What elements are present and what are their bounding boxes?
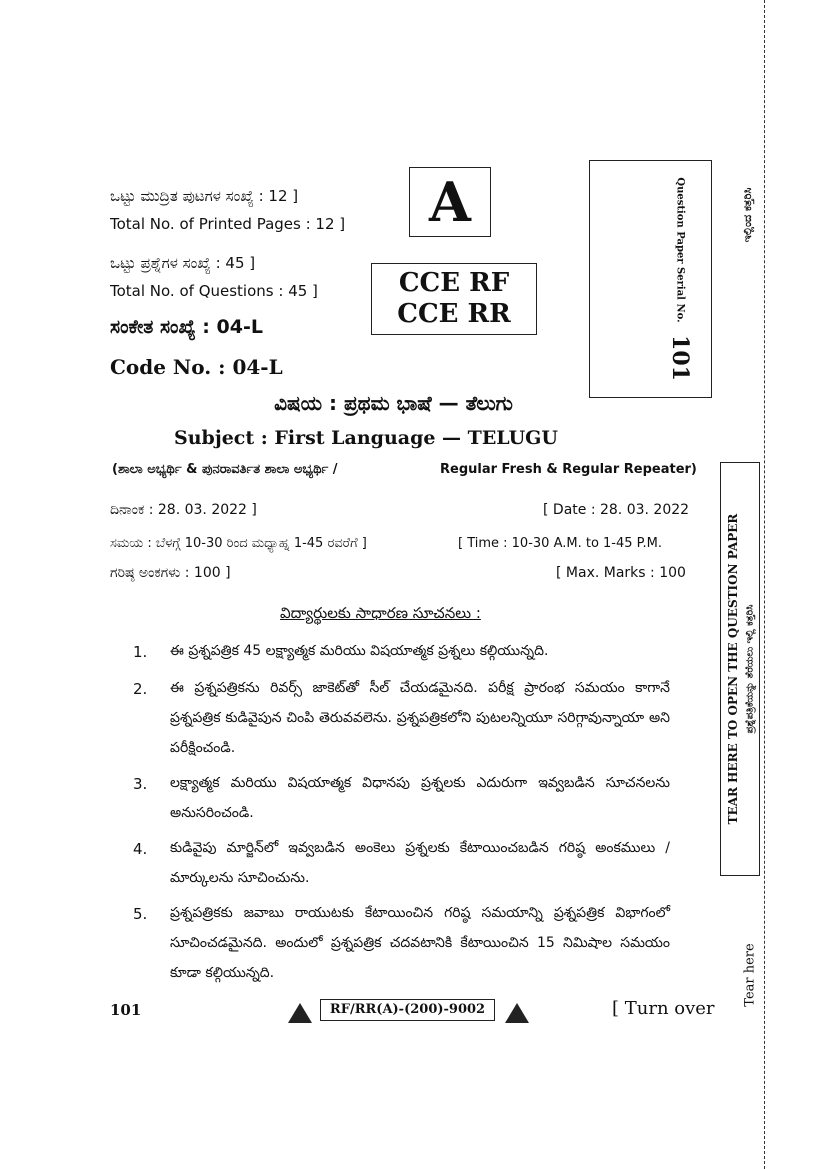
instruction-number: 3.: [133, 775, 148, 793]
tear-here-label: Tear here: [742, 943, 758, 1007]
tear-instruction-english: TEAR HERE TO OPEN THE QUESTION PAPER: [726, 513, 740, 825]
tear-dashed-line: [764, 0, 765, 1169]
instructions-heading: విద్యార్థులకు సాధారణ సూచనలు :: [280, 604, 481, 622]
printed-pages-kannada: ಒಟ್ಟು ಮುದ್ರಿತ ಪುಟಗಳ ಸಂಖ್ಯೆ : 12 ]: [110, 187, 299, 205]
subject-english: Subject : First Language — TELUGU: [174, 427, 558, 449]
candidate-type-kannada: (ಶಾಲಾ ಅಭ್ಯರ್ಥಿ & ಪುನರಾವರ್ತಿತ ಶಾಲಾ ಅಭ್ಯರ್ಥಿ /: [112, 462, 338, 477]
time-kannada: ಸಮಯ : ಬೆಳಗ್ಗೆ 10-30 ರಿಂದ ಮಧ್ಯಾಹ್ನ 1-45 ರವರೆಗೆ ]: [110, 536, 367, 551]
cce-line-1: CCE RF: [398, 268, 510, 298]
code-number-english: Code No. : 04-L: [110, 355, 283, 379]
max-marks-english: [ Max. Marks : 100: [556, 565, 686, 581]
candidate-type-english: Regular Fresh & Regular Repeater): [440, 462, 697, 477]
triangle-right-icon: [505, 1003, 529, 1023]
paper-code: RF/RR(A)-(200)-9002: [329, 1002, 486, 1017]
paper-code-box: [320, 999, 495, 1021]
date-kannada: ದಿನಾಂಕ : 28. 03. 2022 ]: [110, 502, 257, 518]
serial-number: 101: [667, 335, 693, 381]
instruction-number: 1.: [133, 643, 148, 661]
instruction-text: ఈ ప్రశ్నపత్రికను రివర్స్ జాకెట్‌తో సీల్ చేయడమైనది. పరీక్ష ప్రారంభ సమయం కాగానే ప్రశ్నపత్రిక కుడివైపున చింపి తెరువవలెను. ప్రశ్నపత్రికలోని పుటలన్నియూ సరిగ్గావున్నాయా అని పరీక్షించండి.: [170, 680, 670, 756]
instruction-text: కుడివైపు మార్జిన్‌లో ఇవ్వబడిన అంకెలు ప్రశ్నలకు కేటాయించబడిన గరిష్ఠ అంకములు / మార్కులను సూచించును.: [170, 840, 670, 886]
turn-over-label: [ Turn over: [612, 998, 715, 1019]
cce-line-2: CCE RR: [397, 299, 511, 329]
instruction-number: 5.: [133, 905, 148, 923]
code-number-kannada: ಸಂಕೇತ ಸಂಖ್ಯೆ : 04-L: [110, 316, 263, 338]
total-questions-kannada: ಒಟ್ಟು ಪ್ರಶ್ನೆಗಳ ಸಂಖ್ಯೆ : 45 ]: [110, 254, 256, 272]
triangle-left-icon: [288, 1003, 312, 1023]
tear-instruction-kannada: ಪ್ರಶ್ನೆಪತ್ರಿಕೆಯನ್ನು ತೆರೆಯಲು ಇಲ್ಲಿ ಕತ್ತರಿಸಿ: [744, 604, 756, 734]
max-marks-kannada: ಗರಿಷ್ಠ ಅಂಕಗಳು : 100 ]: [110, 565, 231, 581]
cce-box: [371, 263, 537, 335]
serial-number-box: [589, 160, 712, 398]
total-questions-english: Total No. of Questions : 45 ]: [110, 282, 318, 300]
instruction-text: ఈ ప్రశ్నపత్రిక 45 లక్ష్యాత్మక మరియు విషయాత్మక ప్రశ్నలు కల్గియున్నది.: [170, 643, 549, 659]
footer-page-code: 101: [110, 1001, 142, 1019]
instruction-text: లక్ష్యాత్మక మరియు విషయాత్మక విధానపు ప్రశ్నలకు ఎదురుగా ఇవ్వబడిన సూచనలను అనుసరించండి.: [170, 775, 670, 821]
instruction-text: ప్రశ్నపత్రికకు జవాబు రాయుటకు కేటాయించిన గరిష్ఠ సమయాన్ని ప్రశ్నపత్రిక విభాగంలో సూచించడమైనది. అందులో ప్రశ్నపత్రిక చదవటానికి కేటాయించిన 15 నిమిషాల సమయం కూడా కల్గియున్నది.: [170, 905, 670, 981]
instruction-number: 4.: [133, 840, 148, 858]
version-box: [409, 167, 491, 237]
version-letter: A: [429, 170, 471, 234]
serial-label: Question Paper Serial No.: [674, 177, 686, 323]
time-english: [ Time : 10-30 A.M. to 1-45 P.M.: [458, 536, 662, 551]
printed-pages-english: Total No. of Printed Pages : 12 ]: [110, 215, 346, 233]
instruction-number: 2.: [133, 680, 148, 698]
date-english: [ Date : 28. 03. 2022: [543, 502, 690, 518]
subject-kannada: ವಿಷಯ : ಪ್ರಥಮ ಭಾಷೆ — ತೆಲುಗು: [274, 391, 513, 415]
tear-top-kannada: ಇಲ್ಲಿಂದ ಕತ್ತರಿಸಿ: [741, 187, 754, 243]
